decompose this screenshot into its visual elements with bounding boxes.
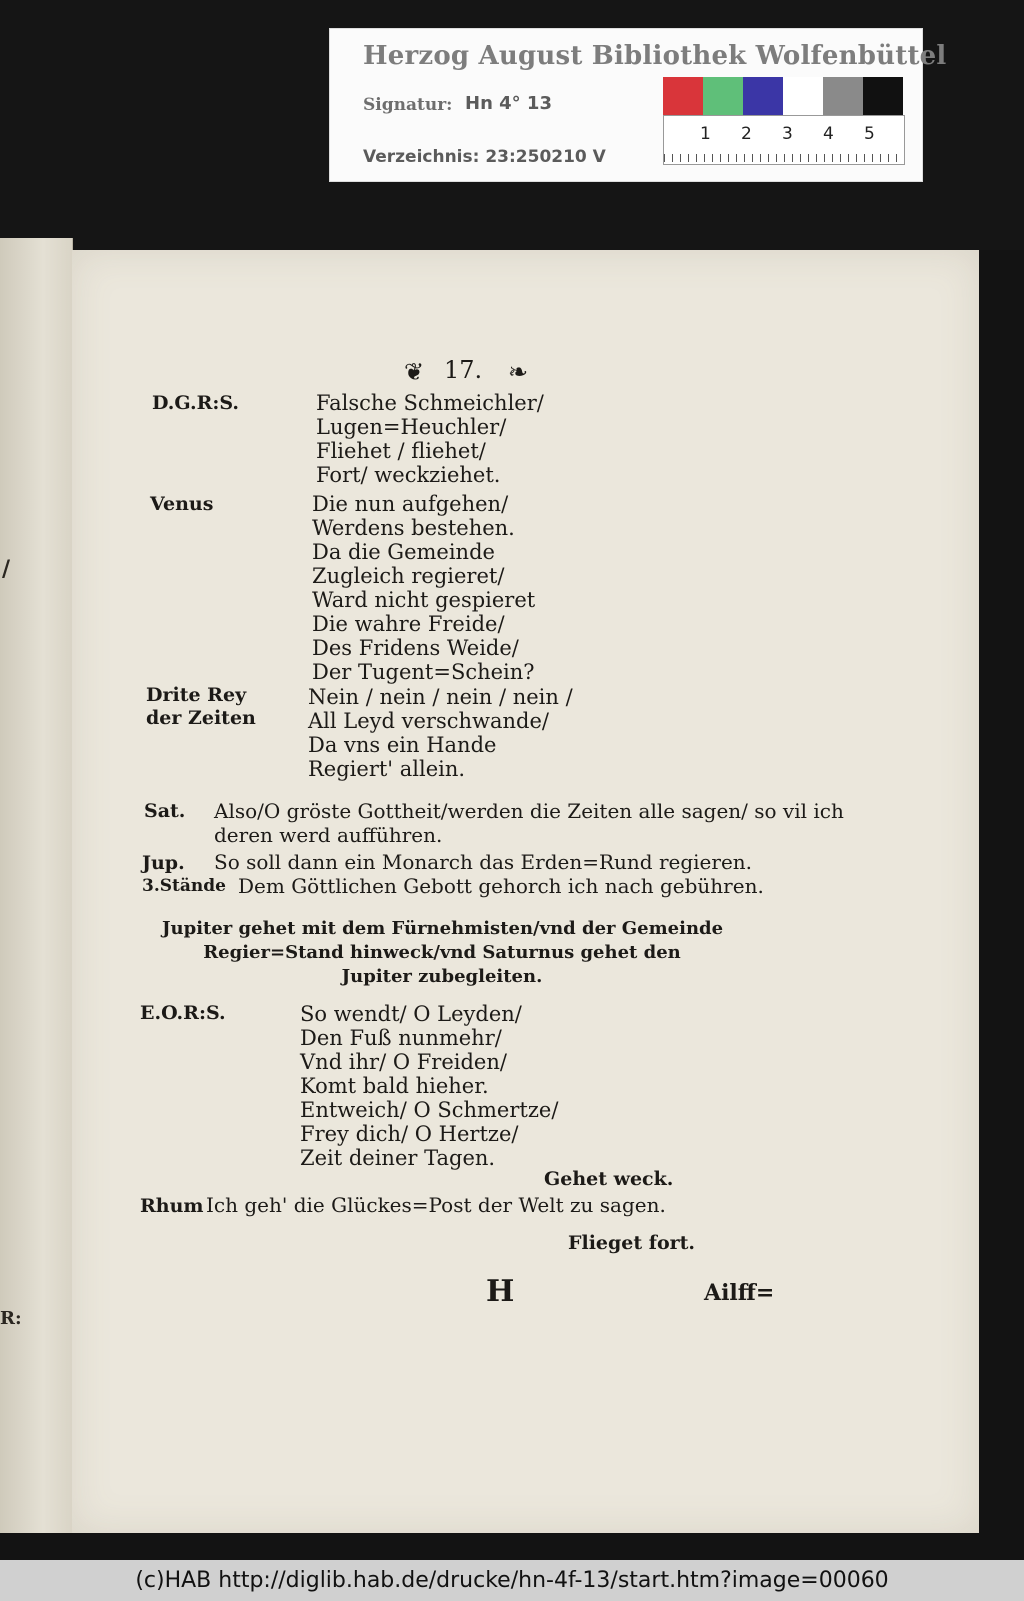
verse-block-3 xyxy=(308,685,573,781)
verse-line: Werdens bestehen. xyxy=(312,516,515,540)
stage-direction xyxy=(162,917,722,989)
scale-ruler xyxy=(663,115,905,165)
ruler-number: 4 xyxy=(823,124,834,144)
color-calibration-strip xyxy=(663,77,903,115)
speaker-rhum: Rhum xyxy=(140,1195,204,1217)
swatch-red xyxy=(663,77,703,115)
verse-line: Zeit deiner Tagen. xyxy=(300,1146,496,1170)
swatch-white xyxy=(783,77,823,115)
ornament-right-icon: ❧ xyxy=(508,358,529,386)
stage-line: Jupiter gehet mit dem Fürnehmisten/vnd der Gemeinde xyxy=(162,918,724,939)
verse-line: So wendt/ O Leyden/ xyxy=(300,1002,522,1026)
left-page-mark: R: xyxy=(0,1308,22,1329)
verse-line: Nein / nein / nein / nein / xyxy=(308,685,573,709)
speaker-jup: Jup. xyxy=(142,852,185,874)
ornament-left-icon: ❦ xyxy=(404,358,425,386)
verse-block-1 xyxy=(316,391,544,487)
swatch-gray xyxy=(823,77,863,115)
signatur-value: Hn 4° 13 xyxy=(465,93,552,114)
verse-block-2 xyxy=(312,492,535,684)
stage-gehet-weck: Gehet weck. xyxy=(544,1168,674,1190)
verse-line: Der Tugent=Schein? xyxy=(312,660,535,684)
signatur-key: Signatur: xyxy=(363,95,453,115)
verse-line: Regiert' allein. xyxy=(308,757,466,781)
ruler-number: 3 xyxy=(782,124,793,144)
verse-line: Fort/ weckziehet. xyxy=(316,463,501,487)
verse-line: Da vns ein Hande xyxy=(308,733,497,757)
staende-speech: Dem Göttlichen Gebott gehorch ich nach gebühren. xyxy=(238,874,764,898)
page-number: 17. xyxy=(444,356,483,384)
rhum-speech: Ich geh' die Glückes=Post der Welt zu sagen. xyxy=(206,1193,666,1217)
verse-line: Da die Gemeinde xyxy=(312,540,495,564)
verse-line: Zugleich regieret/ xyxy=(312,564,505,588)
library-label-card xyxy=(329,28,947,182)
speaker-eors: E.O.R:S. xyxy=(140,1002,226,1024)
stage-flieget-fort: Flieget fort. xyxy=(568,1232,696,1254)
copyright-footer: (c)HAB http://diglib.hab.de/drucke/hn-4f-13/start.htm?image=00060 xyxy=(0,1560,1024,1601)
swatch-black xyxy=(863,77,903,115)
verse-line: Ward nicht gespieret xyxy=(312,588,536,612)
ruler-number: 5 xyxy=(864,124,875,144)
verse-line: Komt bald hieher. xyxy=(300,1074,489,1098)
speaker-drite-rey: Drite Rey der Zeiten xyxy=(146,684,256,729)
verse-line: Die wahre Freide/ xyxy=(312,612,505,636)
ruler-number: 2 xyxy=(741,124,752,144)
jup-speech: So soll dann ein Monarch das Erden=Rund regieren. xyxy=(214,850,753,874)
verse-line: Den Fuß nunmehr/ xyxy=(300,1026,502,1050)
speech-line: deren werd aufführen. xyxy=(214,823,443,847)
library-name: Herzog August Bibliothek Wolfenbüttel xyxy=(363,41,947,71)
stage-line: Jupiter zubegleiten. xyxy=(341,966,543,987)
verse-line: Falsche Schmeichler/ xyxy=(316,391,544,415)
sat-speech xyxy=(214,799,844,847)
catchword: Ailff= xyxy=(704,1280,775,1306)
verse-line: Entweich/ O Schmertze/ xyxy=(300,1098,559,1122)
verse-line: Lugen=Heuchler/ xyxy=(316,415,507,439)
verse-line: Vnd ihr/ O Freiden/ xyxy=(300,1050,507,1074)
verse-line: Frey dich/ O Hertze/ xyxy=(300,1122,519,1146)
verzeichnis-text: Verzeichnis: 23:250210 V xyxy=(363,147,606,167)
speaker-staende: 3.Stände xyxy=(142,876,226,896)
swatch-blue xyxy=(743,77,783,115)
swatch-green xyxy=(703,77,743,115)
speaker-venus: Venus xyxy=(150,493,214,515)
verse-line: Des Fridens Weide/ xyxy=(312,636,519,660)
signature-mark: H xyxy=(486,1274,515,1309)
ruler-number: 1 xyxy=(700,124,711,144)
speaker-dgrs: D.G.R:S. xyxy=(152,392,240,414)
left-page-mark: / xyxy=(2,556,11,582)
verse-block-4 xyxy=(300,1002,558,1170)
left-page-edge xyxy=(0,238,73,1533)
verse-line: Die nun aufgehen/ xyxy=(312,492,509,516)
verse-line: All Leyd verschwande/ xyxy=(308,709,549,733)
speech-line: Also/O gröste Gottheit/werden die Zeiten alle sagen/ so vil ich xyxy=(214,799,844,823)
verse-line: Fliehet / fliehet/ xyxy=(316,439,486,463)
book-page xyxy=(72,250,979,1533)
speaker-sat: Sat. xyxy=(144,800,186,822)
stage-line: Regier=Stand hinweck/vnd Saturnus gehet den xyxy=(203,942,681,963)
